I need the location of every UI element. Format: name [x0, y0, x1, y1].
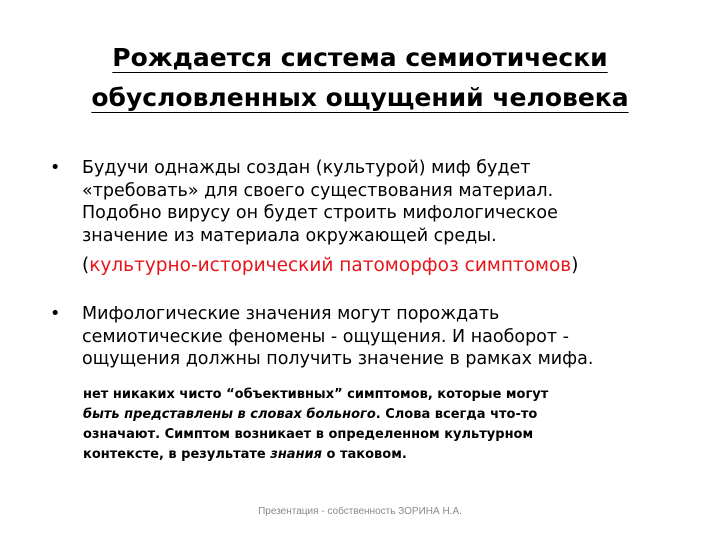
bullet-2-text — [82, 303, 682, 371]
bullet-2-line-3: ощущения должны получить значение в рамках мифа. — [82, 349, 594, 369]
note-line-4 — [83, 445, 683, 465]
note-line-1: нет никаких чисто “объективных” симптомов, которые могут — [83, 387, 549, 402]
note-line-4-end: о таковом. — [322, 447, 407, 462]
note-italic-phrase: быть представлены в словах больного — [83, 407, 376, 422]
bullet-1-line-3: Подобно вирусу он будет строить мифологическое — [82, 203, 558, 223]
note-italic-word: знания — [270, 447, 323, 462]
slide-title — [40, 38, 680, 118]
bullet-1-line-2: «требовать» для своего существования материал. — [82, 180, 554, 201]
bullet-1-line-1: Будучи однажды создан (культурой) миф будет — [82, 158, 531, 178]
note-line-3: означают. Симптом возникает в определенном культурном — [83, 427, 534, 442]
highlight-open-paren: ( — [82, 255, 90, 276]
bullet-1-highlight — [82, 255, 682, 278]
highlight-red-text: культурно-исторический патоморфоз симптомов — [89, 255, 572, 276]
slide-title-line-1: Рождается система семиотически — [112, 43, 608, 72]
footer-copyright: Презентация - собственность ЗОРИНА Н.А. — [258, 506, 462, 517]
note-line-2 — [83, 405, 683, 425]
bullet-marker: • — [50, 158, 61, 178]
note-paragraph — [83, 385, 683, 465]
note-line-4-start: контексте, в результате — [83, 447, 271, 462]
bullet-1-line-4: значение из материала окружающей среды. — [82, 225, 497, 246]
note-line-2-rest: . Слова всегда что-то — [375, 407, 538, 422]
bullet-2-line-1: Мифологические значения могут порождать — [82, 304, 500, 324]
bullet-marker: • — [50, 304, 61, 324]
slide-title-line-2: обусловленных ощущений человека — [91, 83, 629, 112]
bullet-2-line-2: семиотические феномены - ощущения. И наоборот - — [82, 326, 569, 347]
bullet-1-text — [82, 157, 682, 278]
highlight-close-paren: ) — [571, 255, 579, 276]
